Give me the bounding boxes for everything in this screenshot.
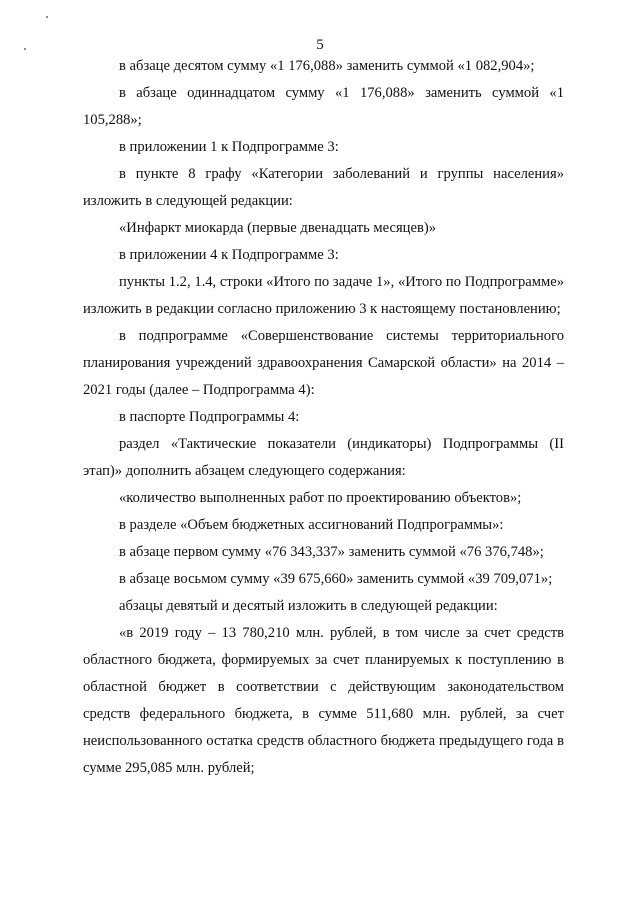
paragraph: в разделе «Объем бюджетных ассигнований Подпрограммы»: [119,517,504,533]
paragraph: в паспорте Подпрограммы 4: [119,409,300,425]
paragraph: «Инфаркт миокарда (первые двенадцать месяцев)» [119,220,437,236]
document-body [83,53,564,782]
page-number: 5 [316,37,324,53]
paragraph: в абзаце одиннадцатом сумму «1 176,088» заменить суммой «1 105,288»; [83,85,564,128]
paragraph: «количество выполненных работ по проектированию объектов»; [119,490,522,506]
paragraph: «в 2019 году – 13 780,210 млн. рублей, в том числе за счет средств областного бюджета, формируемых за счет планируемых к поступлению в областной бюджет в соответствии с действующим законодательством средств федерального бюджета, в сумме 511,680 млн. рублей, за счет неиспользованного остатка средств областного бюджета предыдущего года в сумме 295,085 млн. рублей; [83,625,564,776]
paragraph: в приложении 1 к Подпрограмме 3: [119,139,339,155]
paragraph: абзацы девятый и десятый изложить в следующей редакции: [119,598,498,614]
paragraph: раздел «Тактические показатели (индикаторы) Подпрограммы (II этап)» дополнить абзацем следующего содержания: [83,436,564,479]
paragraph: в пункте 8 графу «Категории заболеваний и группы населения» изложить в следующей редакции: [83,166,564,209]
paragraph: в приложении 4 к Подпрограмме 3: [119,247,339,263]
scan-speck [46,16,48,18]
paragraph: в подпрограмме «Совершенствование системы территориального планирования учреждений здравоохранения Самарской области» на 2014 – 2021 годы (далее – Подпрограмма 4): [83,328,564,398]
paragraph: в абзаце восьмом сумму «39 675,660» заменить суммой «39 709,071»; [119,571,553,587]
paragraph: в абзаце первом сумму «76 343,337» заменить суммой «76 376,748»; [119,544,544,560]
paragraph: пункты 1.2, 1.4, строки «Итого по задаче 1», «Итого по Подпрограмме» изложить в редакции согласно приложению 3 к настоящему постановлению; [83,274,564,317]
paragraph: в абзаце десятом сумму «1 176,088» заменить суммой «1 082,904»; [119,58,535,74]
